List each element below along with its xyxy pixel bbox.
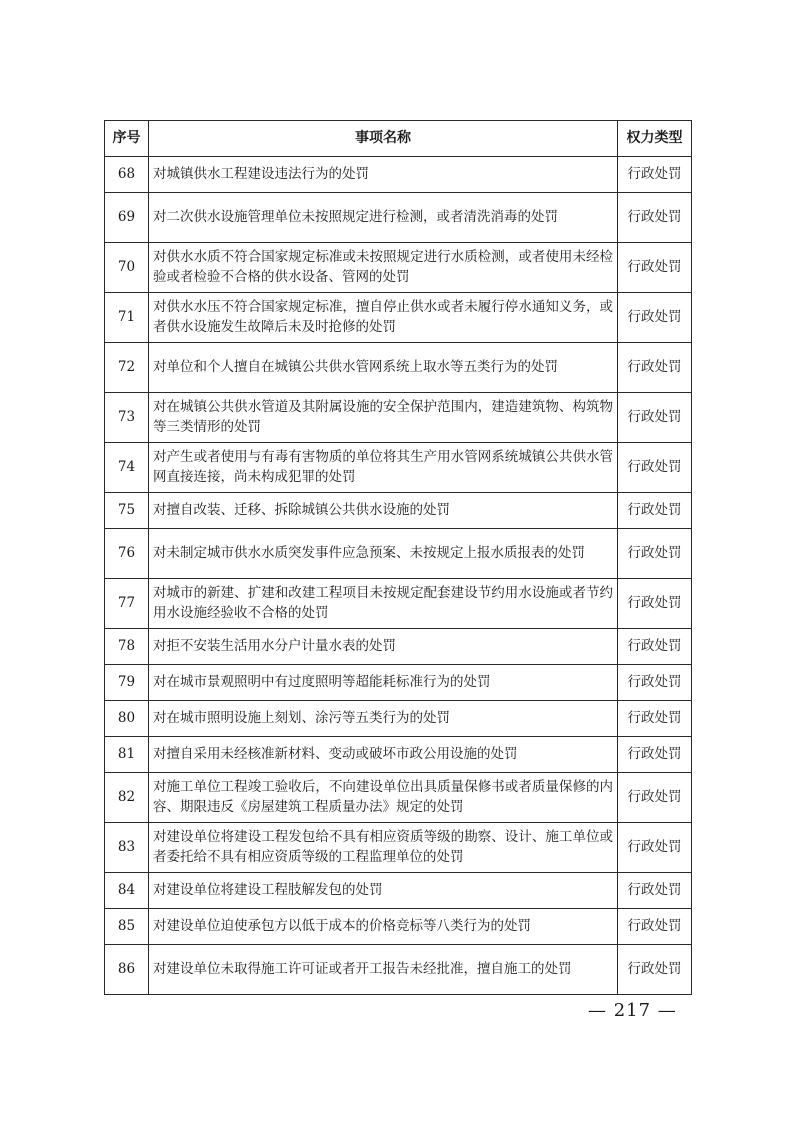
table-row xyxy=(105,629,692,665)
table-row xyxy=(105,823,692,873)
row-serial-number: 74 xyxy=(105,443,149,493)
row-power-type: 行政处罚 xyxy=(618,579,692,629)
table-row xyxy=(105,773,692,823)
row-power-type: 行政处罚 xyxy=(618,529,692,579)
table-row xyxy=(105,737,692,773)
row-item-name: 对供水水压不符合国家规定标准，擅自停止供水或者未履行停水通知义务，或者供水设施发生故障后未及时抢修的处罚 xyxy=(149,293,618,343)
row-power-type: 行政处罚 xyxy=(618,773,692,823)
table-row xyxy=(105,193,692,243)
row-power-type: 行政处罚 xyxy=(618,737,692,773)
row-serial-number: 79 xyxy=(105,665,149,701)
row-item-name: 对在城镇公共供水管道及其附属设施的安全保护范围内，建造建筑物、构筑物等三类情形的处罚 xyxy=(149,393,618,443)
row-power-type: 行政处罚 xyxy=(618,393,692,443)
header-serial-number: 序号 xyxy=(105,121,149,157)
table-row xyxy=(105,157,692,193)
row-serial-number: 76 xyxy=(105,529,149,579)
row-power-type: 行政处罚 xyxy=(618,873,692,909)
row-serial-number: 70 xyxy=(105,243,149,293)
row-item-name: 对在城市照明设施上刻划、涂污等五类行为的处罚 xyxy=(149,701,618,737)
table-row xyxy=(105,443,692,493)
row-serial-number: 78 xyxy=(105,629,149,665)
row-item-name: 对建设单位迫使承包方以低于成本的价格竞标等八类行为的处罚 xyxy=(149,909,618,945)
row-serial-number: 82 xyxy=(105,773,149,823)
table-row xyxy=(105,293,692,343)
row-item-name: 对二次供水设施管理单位未按照规定进行检测，或者清洗消毒的处罚 xyxy=(149,193,618,243)
row-item-name: 对建设单位将建设工程肢解发包的处罚 xyxy=(149,873,618,909)
row-item-name: 对产生或者使用与有毒有害物质的单位将其生产用水管网系统城镇公共供水管网直接连接，尚未构成犯罪的处罚 xyxy=(149,443,618,493)
table-row xyxy=(105,529,692,579)
row-serial-number: 71 xyxy=(105,293,149,343)
table-row xyxy=(105,945,692,995)
row-item-name: 对擅自采用未经核准新材料、变动或破坏市政公用设施的处罚 xyxy=(149,737,618,773)
row-serial-number: 77 xyxy=(105,579,149,629)
table-row xyxy=(105,665,692,701)
table-row xyxy=(105,343,692,393)
row-serial-number: 68 xyxy=(105,157,149,193)
row-serial-number: 86 xyxy=(105,945,149,995)
row-power-type: 行政处罚 xyxy=(618,629,692,665)
row-item-name: 对供水水质不符合国家规定标准或未按照规定进行水质检测，或者使用未经检验或者检验不合格的供水设备、管网的处罚 xyxy=(149,243,618,293)
row-item-name: 对未制定城市供水水质突发事件应急预案、未按规定上报水质报表的处罚 xyxy=(149,529,618,579)
table-row xyxy=(105,579,692,629)
row-power-type: 行政处罚 xyxy=(618,293,692,343)
table-header-row xyxy=(105,121,692,157)
row-serial-number: 69 xyxy=(105,193,149,243)
row-power-type: 行政处罚 xyxy=(618,243,692,293)
row-item-name: 对施工单位工程竣工验收后，不向建设单位出具质量保修书或者质量保修的内容、期限违反《房屋建筑工程质量办法》规定的处罚 xyxy=(149,773,618,823)
row-item-name: 对擅自改装、迁移、拆除城镇公共供水设施的处罚 xyxy=(149,493,618,529)
row-serial-number: 83 xyxy=(105,823,149,873)
row-power-type: 行政处罚 xyxy=(618,701,692,737)
power-list-table xyxy=(104,120,692,995)
row-serial-number: 73 xyxy=(105,393,149,443)
row-power-type: 行政处罚 xyxy=(618,443,692,493)
row-power-type: 行政处罚 xyxy=(618,343,692,393)
row-item-name: 对建设单位未取得施工许可证或者开工报告未经批准，擅自施工的处罚 xyxy=(149,945,618,995)
row-item-name: 对在城市景观照明中有过度照明等超能耗标准行为的处罚 xyxy=(149,665,618,701)
row-serial-number: 85 xyxy=(105,909,149,945)
row-item-name: 对城市的新建、扩建和改建工程项目未按规定配套建设节约用水设施或者节约用水设施经验收不合格的处罚 xyxy=(149,579,618,629)
table-row xyxy=(105,493,692,529)
row-power-type: 行政处罚 xyxy=(618,909,692,945)
row-serial-number: 84 xyxy=(105,873,149,909)
table-row xyxy=(105,909,692,945)
row-item-name: 对城镇供水工程建设违法行为的处罚 xyxy=(149,157,618,193)
row-serial-number: 80 xyxy=(105,701,149,737)
row-serial-number: 81 xyxy=(105,737,149,773)
row-power-type: 行政处罚 xyxy=(618,493,692,529)
row-power-type: 行政处罚 xyxy=(618,157,692,193)
row-power-type: 行政处罚 xyxy=(618,945,692,995)
table-row xyxy=(105,393,692,443)
row-item-name: 对拒不安装生活用水分户计量水表的处罚 xyxy=(149,629,618,665)
header-item-name: 事项名称 xyxy=(149,121,618,157)
page-number: — 217 — xyxy=(588,1000,677,1021)
row-item-name: 对单位和个人擅自在城镇公共供水管网系统上取水等五类行为的处罚 xyxy=(149,343,618,393)
row-item-name: 对建设单位将建设工程发包给不具有相应资质等级的勘察、设计、施工单位或者委托给不具有相应资质等级的工程监理单位的处罚 xyxy=(149,823,618,873)
table-row xyxy=(105,701,692,737)
header-power-type: 权力类型 xyxy=(618,121,692,157)
row-power-type: 行政处罚 xyxy=(618,193,692,243)
table-row xyxy=(105,243,692,293)
row-power-type: 行政处罚 xyxy=(618,665,692,701)
row-power-type: 行政处罚 xyxy=(618,823,692,873)
row-serial-number: 75 xyxy=(105,493,149,529)
row-serial-number: 72 xyxy=(105,343,149,393)
table-row xyxy=(105,873,692,909)
